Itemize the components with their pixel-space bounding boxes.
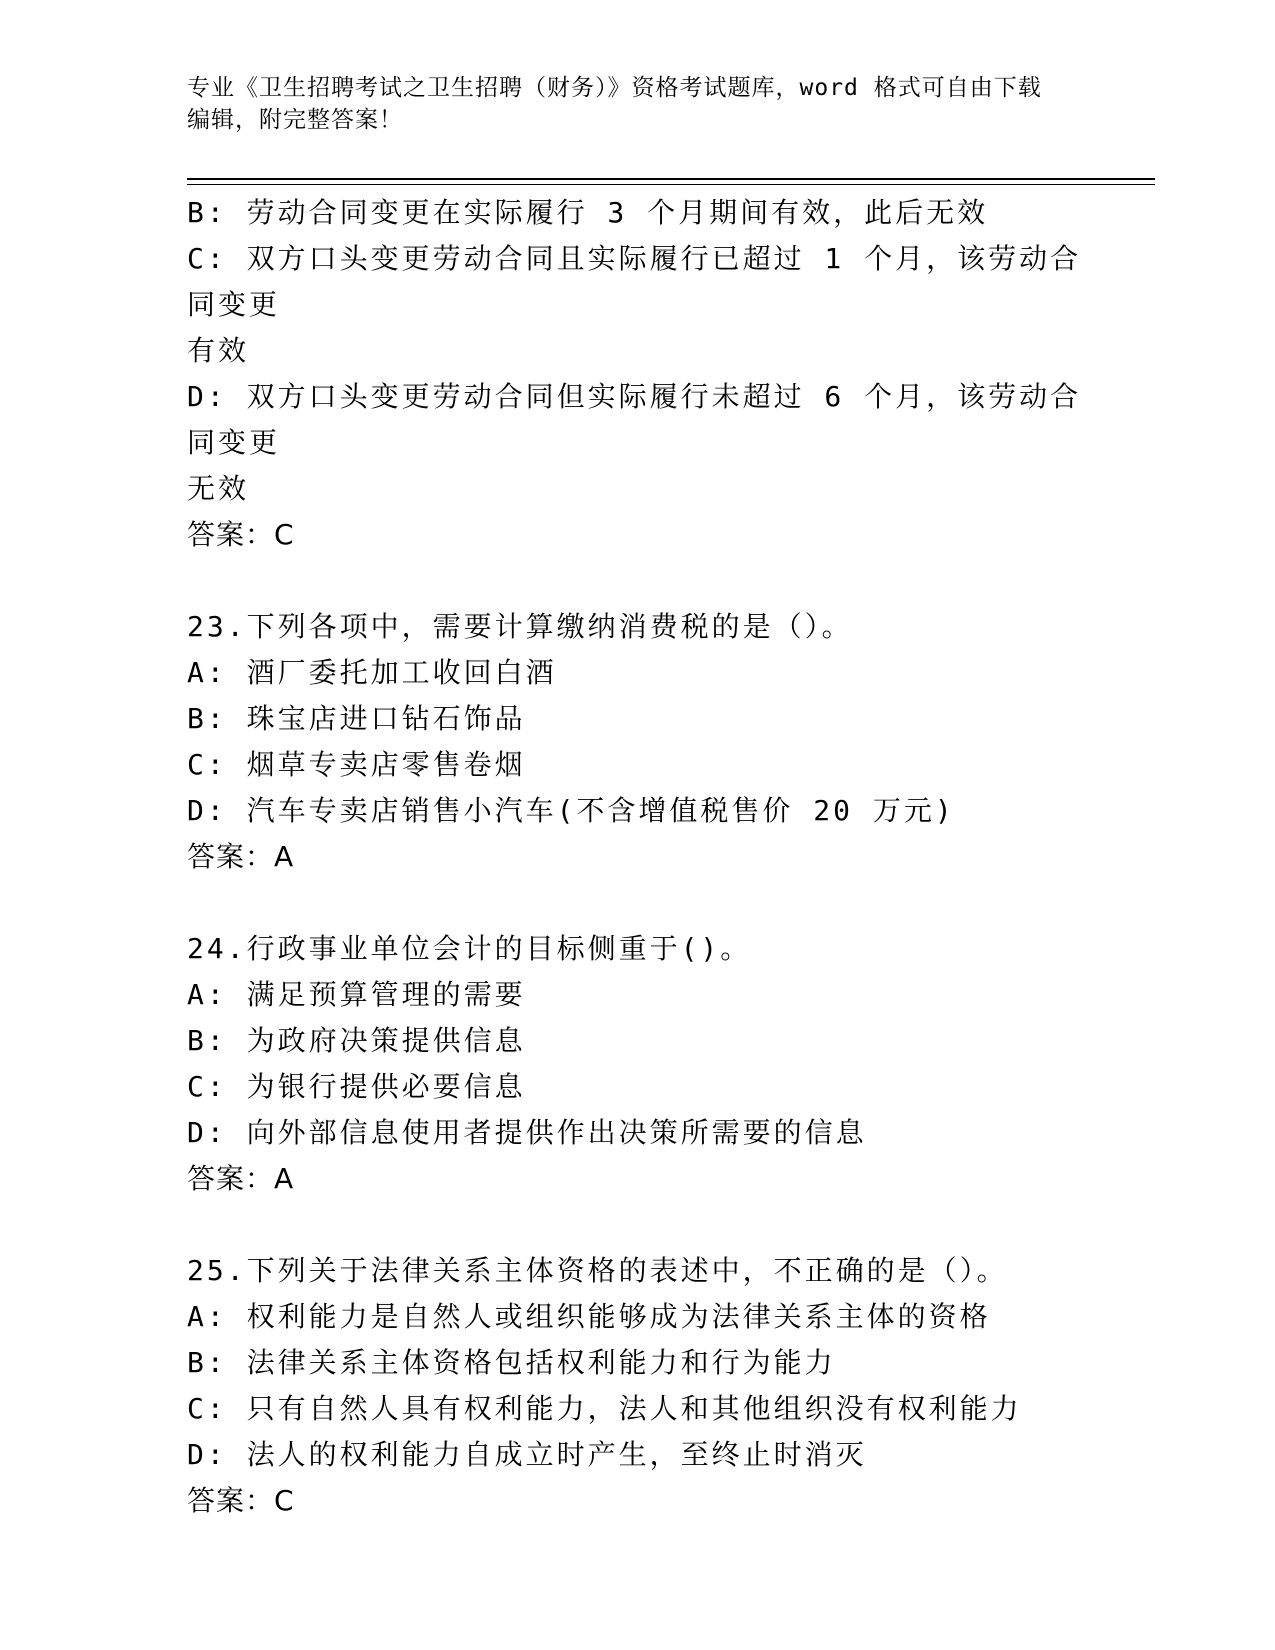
option-d: D: 汽车专卖店销售小汽车(不含增值税售价 20 万元)	[187, 794, 955, 827]
option-line: 无效	[187, 472, 250, 505]
option-d: D: 向外部信息使用者提供作出决策所需要的信息	[187, 1116, 867, 1149]
option-line: B: 劳动合同变更在实际履行 3 个月期间有效，此后无效	[187, 196, 989, 229]
option-a: A: 酒厂委托加工收回白酒	[187, 656, 557, 689]
option-c: C: 烟草专卖店零售卷烟	[187, 748, 526, 781]
question-23	[187, 604, 1087, 880]
question-stem: 24.行政事业单位会计的目标侧重于()。	[187, 932, 752, 965]
option-line: D: 双方口头变更劳动合同但实际履行未超过 6 个月，该劳动合同变更	[187, 380, 1082, 459]
option-c: C: 只有自然人具有权利能力，法人和其他组织没有权利能力	[187, 1392, 1022, 1425]
option-d: D: 法人的权利能力自成立时产生，至终止时消灭	[187, 1438, 867, 1471]
answer-line: 答案：A	[187, 1162, 295, 1195]
question-stem: 23.下列各项中，需要计算缴纳消费税的是（）。	[187, 610, 853, 643]
option-a: A: 满足预算管理的需要	[187, 978, 526, 1011]
page-header	[187, 72, 1067, 136]
answer-line: 答案：C	[187, 1484, 295, 1517]
option-b: B: 法律关系主体资格包括权利能力和行为能力	[187, 1346, 836, 1379]
option-b: B: 珠宝店进口钻石饰品	[187, 702, 526, 735]
header-divider-thin	[187, 184, 1155, 185]
question-stem: 25.下列关于法律关系主体资格的表述中，不正确的是（）。	[187, 1254, 1008, 1287]
question-content	[187, 190, 1087, 1524]
continued-question-block	[187, 190, 1087, 558]
option-line: 有效	[187, 334, 250, 367]
answer-line: 答案：A	[187, 840, 295, 873]
answer-line: 答案：C	[187, 518, 295, 551]
header-line-2: 编辑，附完整答案！	[187, 107, 403, 133]
question-24	[187, 926, 1087, 1202]
question-25	[187, 1248, 1087, 1524]
header-line-1: 专业《卫生招聘考试之卫生招聘（财务）》资格考试题库，word 格式可自由下载	[187, 75, 1042, 101]
option-c: C: 为银行提供必要信息	[187, 1070, 526, 1103]
option-line: C: 双方口头变更劳动合同且实际履行已超过 1 个月，该劳动合同变更	[187, 242, 1082, 321]
option-b: B: 为政府决策提供信息	[187, 1024, 526, 1057]
header-divider-thick	[187, 178, 1155, 180]
option-a: A: 权利能力是自然人或组织能够成为法律关系主体的资格	[187, 1300, 991, 1333]
